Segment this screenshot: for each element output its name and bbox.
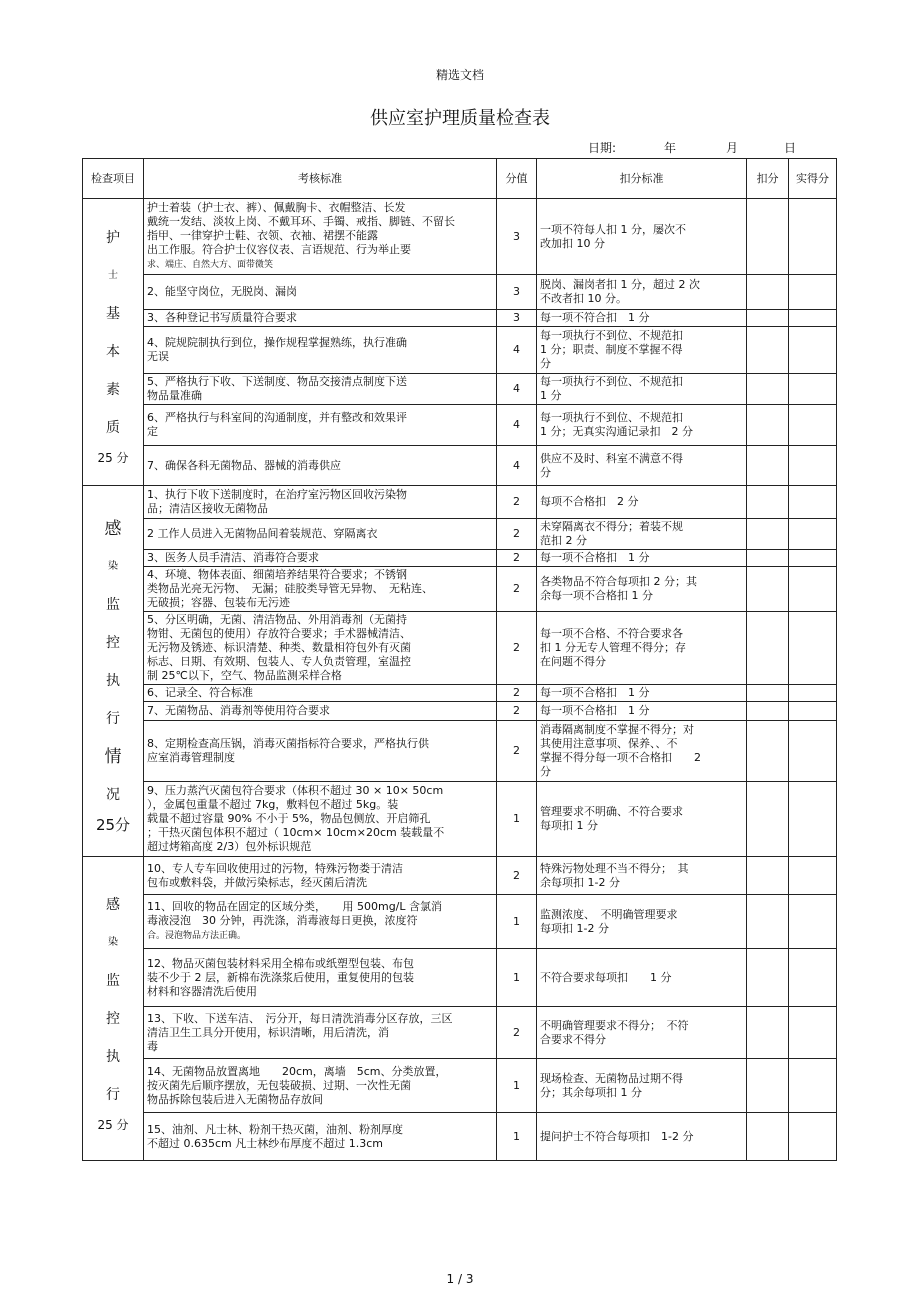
deduct-cell (747, 1007, 789, 1059)
section-name-char: 执 (106, 1048, 120, 1065)
section-name (86, 219, 140, 465)
col-header-actual: 实得分 (789, 159, 837, 199)
actual-score-cell (789, 895, 837, 949)
header-note: 精选文档 (435, 68, 484, 82)
section-total: 25 分 (97, 451, 129, 465)
deduct-cell (747, 199, 789, 275)
standard-cell (144, 721, 497, 782)
table-row (83, 446, 837, 486)
section-name-char: 基 (106, 306, 120, 322)
standard-cell (144, 782, 497, 857)
actual-score-cell (789, 685, 837, 702)
standard-text: 2 工作人员进入无菌物品间着装规范、穿隔离衣 (147, 527, 378, 540)
date-label: 日期: (588, 141, 617, 155)
table-row (83, 612, 837, 685)
standard-text: 5、严格执行下收、下送制度、物品交接清点制度下送 物品量准确 (147, 375, 407, 402)
table-row (83, 550, 837, 567)
deduct-cell (747, 612, 789, 685)
table-row (83, 405, 837, 446)
section-name-char: 素 (106, 382, 120, 398)
score-cell: 2 (497, 721, 537, 782)
score-cell: 2 (497, 612, 537, 685)
section-name-char: 护 (106, 230, 120, 246)
standard-text: 7、确保各科无菌物品、器械的消毒供应 (147, 458, 341, 472)
table-row (83, 1007, 837, 1059)
score-cell: 1 (497, 895, 537, 949)
deduct-cell (747, 486, 789, 519)
section-name-char: 质 (106, 420, 120, 436)
standard-text: 10、专人专车回收使用过的污物，特殊污物娄于清洁 包布或敷料袋，并做污染标志，经灭菌后清洗 (147, 861, 403, 889)
table-row (83, 486, 837, 519)
deduct-cell (747, 446, 789, 486)
score-cell: 1 (497, 1059, 537, 1113)
deduction-rule-cell: 供应不及时、科室不满意不得 分 (537, 446, 747, 486)
deduct-cell (747, 702, 789, 721)
standard-text: 7、无菌物品、消毒剂等使用符合要求 (147, 704, 330, 717)
table-row (83, 199, 837, 275)
deduction-rule-cell: 不明确管理要求不得分； 不符 合要求不得分 (537, 1007, 747, 1059)
standard-cell (144, 327, 497, 374)
standard-cell (144, 857, 497, 895)
standard-cell (144, 949, 497, 1007)
table-row (83, 519, 837, 550)
standard-cell (144, 519, 497, 550)
actual-score-cell (789, 519, 837, 550)
col-header-deduct: 扣分 (747, 159, 789, 199)
score-cell: 4 (497, 446, 537, 486)
document-title: 供应室护理质量检查表 (370, 108, 550, 129)
deduction-rule-cell: 每一项不合格扣 1 分 (537, 550, 747, 567)
actual-score-cell (789, 702, 837, 721)
deduct-cell (747, 550, 789, 567)
deduction-rule-cell: 管理要求不明确、不符合要求 每项扣 1 分 (537, 782, 747, 857)
deduction-rule-cell: 消毒隔离制度不掌握不得分；对 其使用注意事项、保养、、不 掌握不得分每一项不合格扣 2 分 (537, 721, 747, 782)
deduction-rule-cell: 特殊污物处理不当不得分； 其 余每项扣 1-2 分 (537, 857, 747, 895)
col-header-rule: 扣分标准 (537, 159, 747, 199)
actual-score-cell (789, 405, 837, 446)
standard-subtext: 求、端庄、自然大方、面带微笑 (147, 260, 274, 270)
section-name-char: 染 (108, 561, 118, 572)
date-month: 月 (726, 141, 739, 155)
standard-cell (144, 685, 497, 702)
table-row (83, 782, 837, 857)
deduct-cell (747, 275, 789, 310)
section-name (86, 510, 140, 832)
actual-score-cell (789, 199, 837, 275)
table-row (83, 1059, 837, 1113)
standard-cell (144, 199, 497, 275)
table-body (83, 199, 837, 1161)
score-cell: 1 (497, 949, 537, 1007)
deduction-rule-cell: 监测浓度、 不明确管理要求 每项扣 1-2 分 (537, 895, 747, 949)
actual-score-cell (789, 1059, 837, 1113)
score-cell: 2 (497, 702, 537, 721)
table-row (83, 702, 837, 721)
actual-score-cell (789, 275, 837, 310)
deduct-cell (747, 721, 789, 782)
section-name-char: 染 (108, 936, 118, 948)
standard-cell (144, 310, 497, 327)
section-name-char: 控 (106, 635, 120, 651)
standard-cell (144, 1113, 497, 1161)
actual-score-cell (789, 1007, 837, 1059)
score-cell: 4 (497, 327, 537, 374)
actual-score-cell (789, 310, 837, 327)
score-cell: 1 (497, 1113, 537, 1161)
section-name-char: 行 (106, 1086, 120, 1103)
standard-cell (144, 567, 497, 612)
section-name-char: 感 (106, 896, 120, 913)
standard-cell (144, 446, 497, 486)
actual-score-cell (789, 567, 837, 612)
score-cell: 1 (497, 782, 537, 857)
deduct-cell (747, 567, 789, 612)
score-cell: 2 (497, 857, 537, 895)
section-name-char: 况 (106, 787, 120, 803)
actual-score-cell (789, 550, 837, 567)
deduction-rule-cell: 每一项不合格扣 1 分 (537, 702, 747, 721)
col-header-standard: 考核标准 (144, 159, 497, 199)
deduct-cell (747, 327, 789, 374)
deduction-rule-cell: 未穿隔离衣不得分；着装不规 范扣 2 分 (537, 519, 747, 550)
section-total: 25分 (95, 816, 131, 834)
standard-cell (144, 486, 497, 519)
actual-score-cell (789, 857, 837, 895)
score-cell: 3 (497, 310, 537, 327)
date-year: 年 (664, 141, 677, 155)
table-row (83, 685, 837, 702)
actual-score-cell (789, 327, 837, 374)
table-row (83, 1113, 837, 1161)
deduct-cell (747, 895, 789, 949)
standard-cell (144, 275, 497, 310)
score-cell: 2 (497, 550, 537, 567)
date-day: 日 (784, 141, 797, 155)
standard-text: 1、执行下收下送制度时，在治疗室污物区回收污染物 品；清洁区接收无菌物品 (147, 488, 407, 515)
deduct-cell (747, 857, 789, 895)
section-name-char: 控 (106, 1010, 120, 1027)
section-name (86, 886, 140, 1132)
section-name-char: 情 (104, 747, 122, 767)
table-row (83, 310, 837, 327)
deduct-cell (747, 685, 789, 702)
table-row (83, 327, 837, 374)
standard-cell (144, 895, 497, 949)
deduct-cell (747, 405, 789, 446)
standard-cell (144, 612, 497, 685)
score-cell: 4 (497, 374, 537, 405)
deduction-rule-cell: 每一项不符合扣 1 分 (537, 310, 747, 327)
deduction-rule-cell: 每项不合格扣 2 分 (537, 486, 747, 519)
score-cell: 2 (497, 486, 537, 519)
section-name-char: 本 (106, 344, 120, 360)
section-name-cell (83, 486, 144, 857)
section-name-char: 执 (106, 673, 120, 689)
standard-cell (144, 405, 497, 446)
actual-score-cell (789, 446, 837, 486)
deduct-cell (747, 1113, 789, 1161)
actual-score-cell (789, 374, 837, 405)
standard-text: 9、压力蒸汽灭菌包符合要求（体积不超过 30 × 10× 50cm ），金属包重量不超过 7kg，敷料包不超过 5kg。装 载量不超过容量 90% 不小于 5%，物品包侧放、开启筛孔 ；干热灭菌包体积不超过（ 10cm× 10cm×20cm 装载量不 超过烤箱高度 2/3）包外标识规范 (147, 784, 445, 853)
standard-text: 4、环境、物体表面、细菌培养结果符合要求；不锈钢 类物品光亮无污物、 无漏；硅胶类导管无异物、 无粘连、 无破损；容器、包装布无污迹 (147, 568, 433, 609)
standard-text: 2、能坚守岗位，无脱岗、漏岗 (147, 285, 297, 298)
score-cell: 4 (497, 405, 537, 446)
table-row (83, 567, 837, 612)
standard-text: 13、下收、下送车洁、 污分开，每日清洗消毒分区存放，三区 清洁卫生工具分开使用，标识清晰，用后清洗，消 毒 (147, 1011, 453, 1053)
standard-text: 12、物品灭菌包装材料采用全棉布或纸塑型包装、布包 装不少于 2 层，新棉布洗涤浆后使用，重复使用的包装 材料和容器清洗后使用 (147, 956, 414, 998)
standard-text: 6、记录全、符合标准 (147, 686, 253, 699)
standard-text: 15、油剂、凡士林、粉剂干热灭菌，油剂、粉剂厚度 不超过 0.635cm 凡士林纱布厚度不超过 1.3cm (147, 1122, 403, 1150)
section-name-char: 行 (106, 711, 120, 727)
score-cell: 2 (497, 685, 537, 702)
table-row (83, 895, 837, 949)
deduct-cell (747, 310, 789, 327)
section-name-char: 监 (106, 972, 120, 989)
deduction-rule-cell: 每一项执行不到位、不规范扣 1 分 (537, 374, 747, 405)
deduction-rule-cell: 每一项不合格扣 1 分 (537, 685, 747, 702)
deduction-rule-cell: 现场检查、无菌物品过期不得 分；其余每项扣 1 分 (537, 1059, 747, 1113)
standard-text: 6、严格执行与科室间的沟通制度，并有整改和效果评 定 (147, 411, 407, 438)
standard-text: 4、院规院制执行到位，操作规程掌握熟练，执行准确 无误 (147, 336, 407, 363)
score-cell: 3 (497, 199, 537, 275)
col-header-item: 检查项目 (83, 159, 144, 199)
standard-cell (144, 374, 497, 405)
section-name-char: 感 (104, 519, 122, 539)
score-cell: 3 (497, 275, 537, 310)
standard-text: 5、分区明确，无菌、清洁物品、外用消毒剂（无菌持 物钳、无菌包的使用）存放符合要求；手术器械清洁、 无污物及锈迹、标识清楚、种类、数量相符包外有灭菌 标志、日期、有效期、包装人、专人负责管理，室温控 制 25℃以下，空气、物品监测采样合格 (147, 613, 411, 682)
deduct-cell (747, 949, 789, 1007)
section-name-char: 监 (106, 597, 120, 613)
actual-score-cell (789, 949, 837, 1007)
deduct-cell (747, 374, 789, 405)
standard-cell (144, 1059, 497, 1113)
standard-text: 3、各种登记书写质量符合要求 (147, 311, 297, 324)
standard-subtext: 合。浸泡物品方法正确。 (147, 931, 247, 941)
deduction-rule-cell: 不符合要求每项扣 1 分 (537, 949, 747, 1007)
actual-score-cell (789, 612, 837, 685)
deduction-rule-cell: 提问护士不符合每项扣 1-2 分 (537, 1113, 747, 1161)
section-total: 25 分 (97, 1117, 129, 1132)
standard-cell (144, 550, 497, 567)
page-number: 1 / 3 (446, 1272, 474, 1286)
deduction-rule-cell: 每一项执行不到位、不规范扣 1 分；职责、制度不掌握不得 分 (537, 327, 747, 374)
score-cell: 2 (497, 567, 537, 612)
actual-score-cell (789, 1113, 837, 1161)
standard-cell (144, 702, 497, 721)
table-row (83, 275, 837, 310)
col-header-score: 分值 (497, 159, 537, 199)
standard-text: 8、定期检查高压锅，消毒灭菌指标符合要求，严格执行供 应室消毒管理制度 (147, 737, 429, 764)
table-row (83, 857, 837, 895)
actual-score-cell (789, 486, 837, 519)
deduction-rule-cell: 各类物品不符合每项扣 2 分；其 余每一项不合格扣 1 分 (537, 567, 747, 612)
deduction-rule-cell: 一项不符每人扣 1 分，屡次不 改加扣 10 分 (537, 199, 747, 275)
actual-score-cell (789, 721, 837, 782)
standard-text: 3、医务人员手清洁、消毒符合要求 (147, 551, 319, 564)
standard-text: 护士着装（护士衣、裤）、佩戴胸卡、衣帽整洁、长发 戴统一发结、淡妆上岗、不戴耳环、手镯、戒指、脚链、不留长 指甲、一律穿护士鞋、衣领、衣袖、裙摆不能露 出工作服。符合护士仪容仪表、言语规范、行为举止要 (147, 201, 455, 256)
inspection-table (82, 158, 837, 1161)
deduct-cell (747, 782, 789, 857)
deduction-rule-cell: 脱岗、漏岗者扣 1 分，超过 2 次 不改者扣 10 分。 (537, 275, 747, 310)
standard-text: 11、回收的物品在固定的区域分类， 用 500mg/L 含氯消 毒液浸泡 30 分钟，再洗涤，消毒液每日更换，浓度符 (147, 900, 443, 927)
standard-cell (144, 1007, 497, 1059)
deduction-rule-cell: 每一项不合格、不符合要求各 扣 1 分无专人管理不得分；存 在问题不得分 (537, 612, 747, 685)
table-row (83, 949, 837, 1007)
actual-score-cell (789, 782, 837, 857)
standard-text: 14、无菌物品放置离地 20cm，离墙 5cm、分类放置， 按灭菌先后顺序摆放，无包装破损、过期、一次性无菌 物品拆除包装后进入无菌物品存放间 (147, 1064, 447, 1106)
score-cell: 2 (497, 519, 537, 550)
deduct-cell (747, 1059, 789, 1113)
section-name-cell (83, 857, 144, 1161)
section-name-char: 士 (108, 270, 118, 281)
score-cell: 2 (497, 1007, 537, 1059)
table-row (83, 374, 837, 405)
deduct-cell (747, 519, 789, 550)
section-name-cell (83, 199, 144, 486)
deduction-rule-cell: 每一项执行不到位、不规范扣 1 分；无真实沟通记录扣 2 分 (537, 405, 747, 446)
table-row (83, 721, 837, 782)
